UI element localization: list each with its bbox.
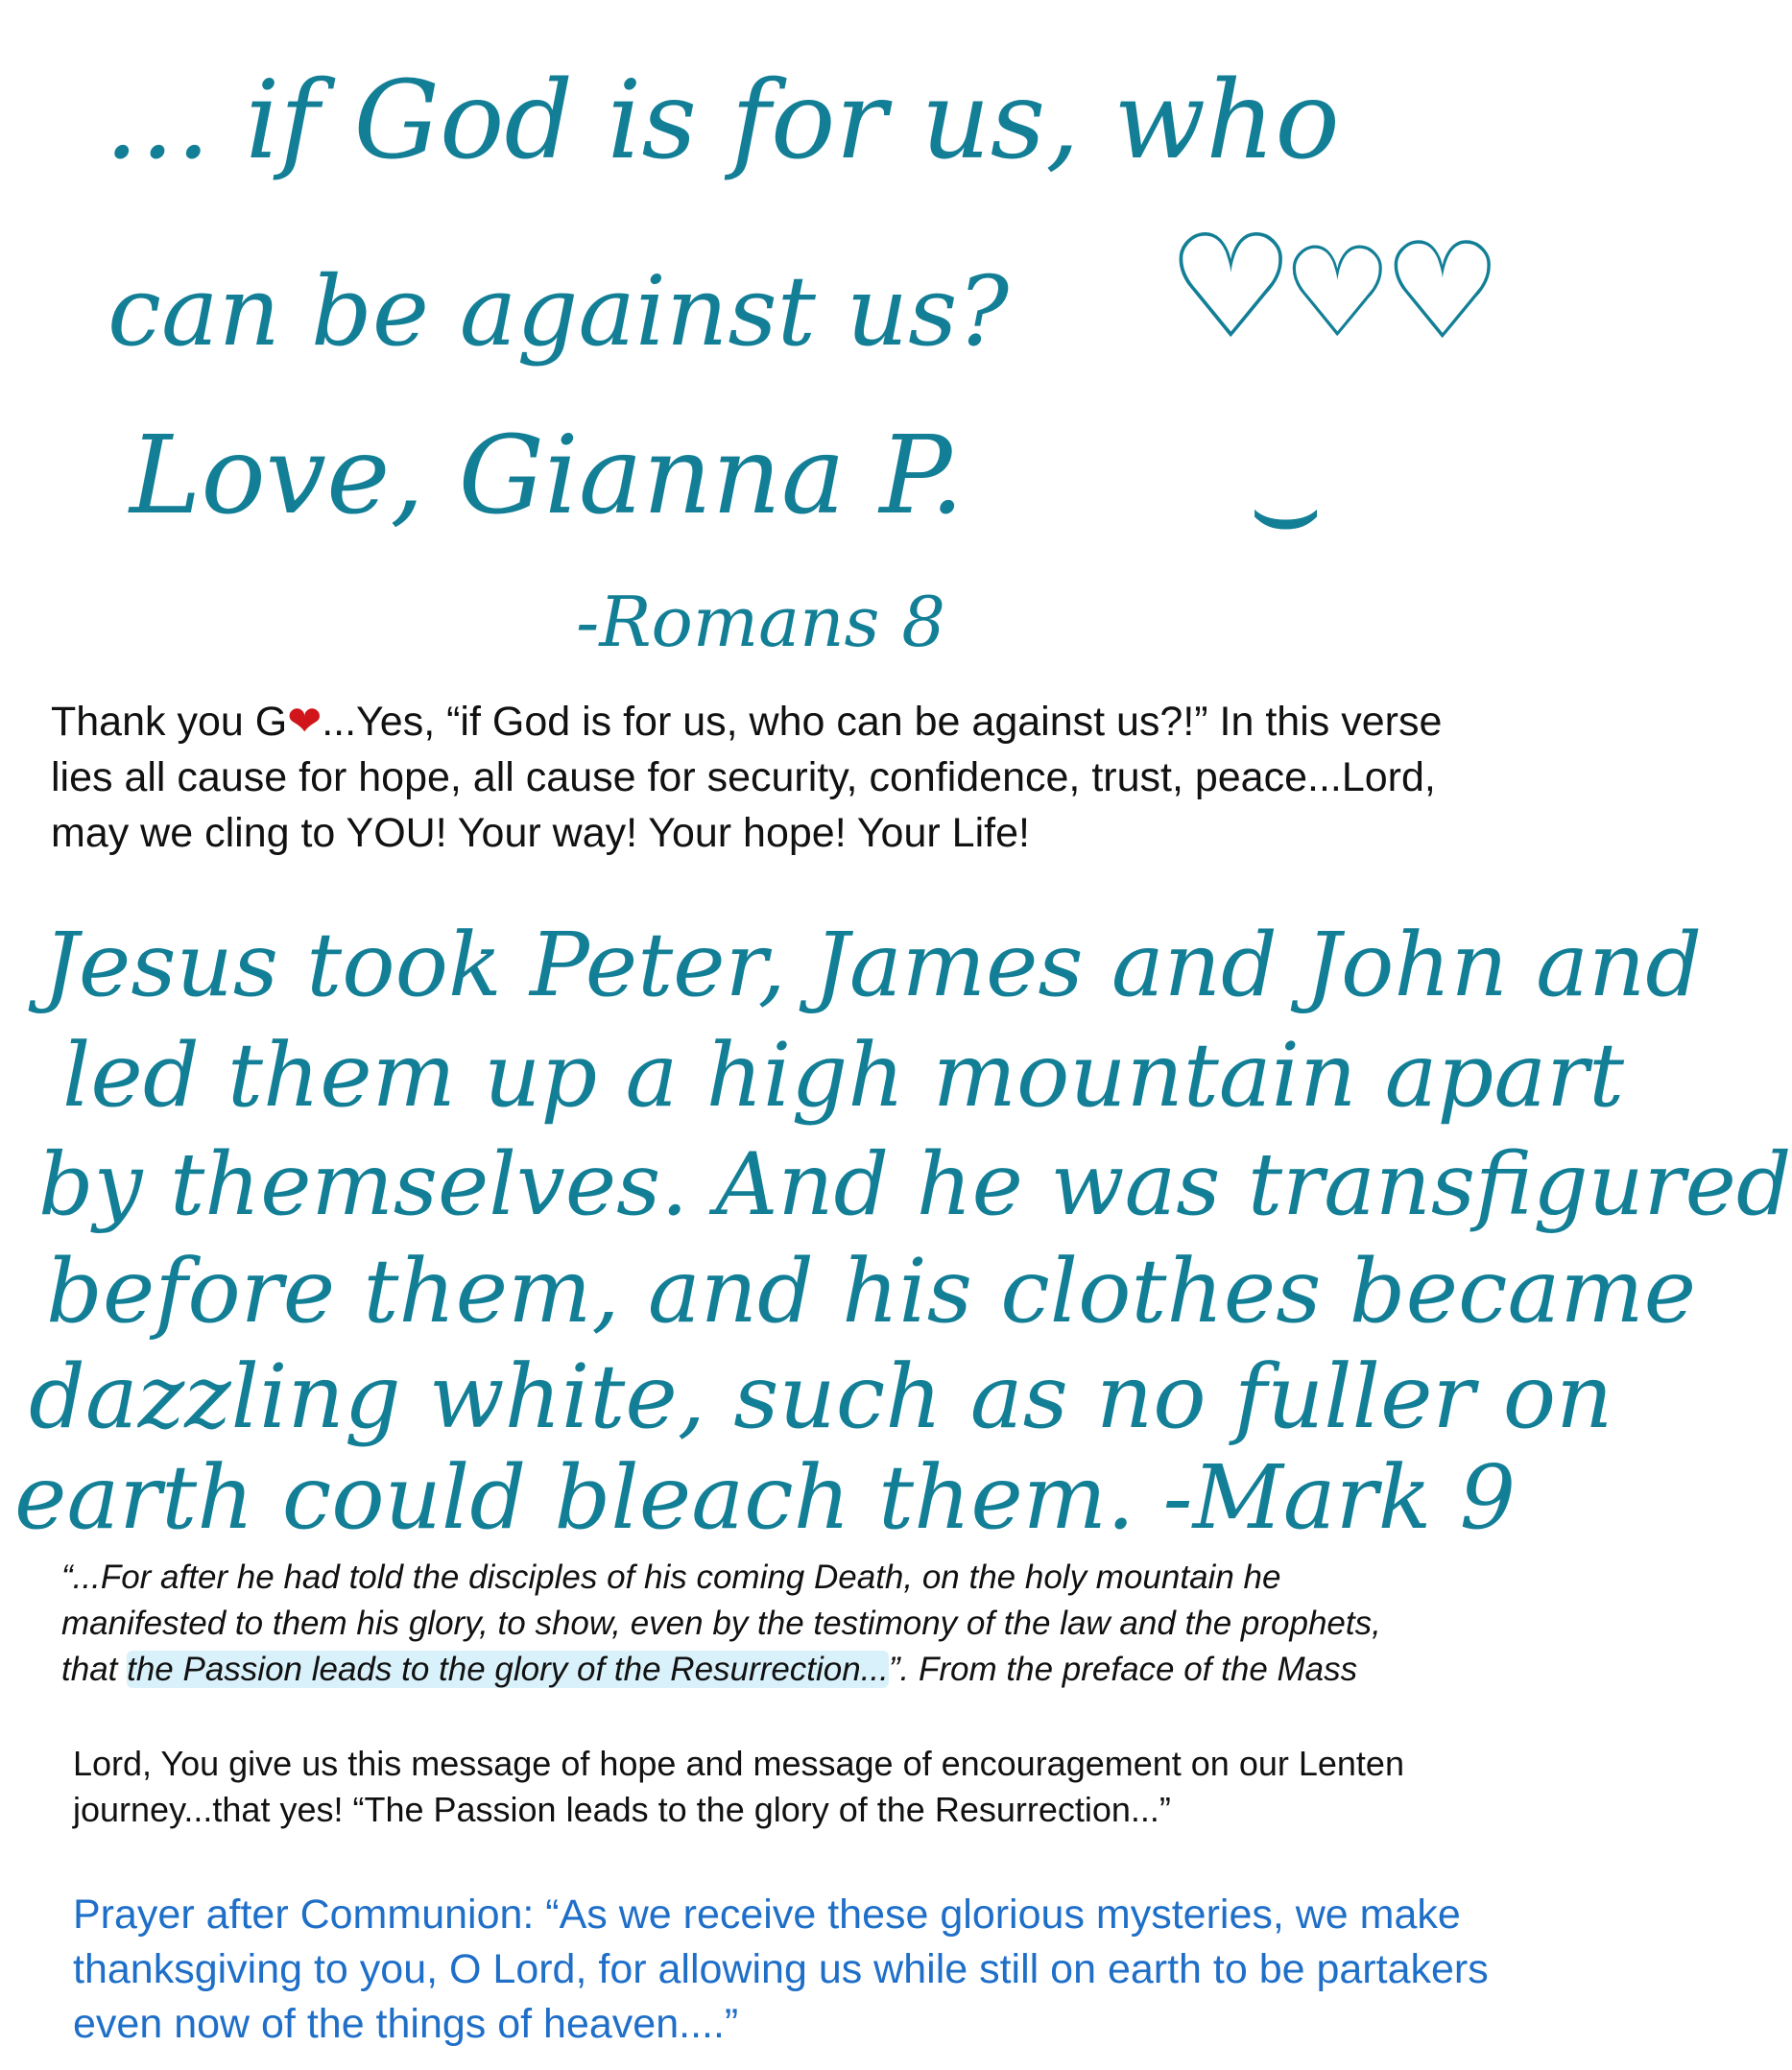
gospel-line-6: earth could bleach them. -Mark 9	[14, 1446, 1517, 1549]
heart-emoji-icon: ❤	[287, 698, 323, 746]
preface-quote-line-3-end: ”. From the preface of the Mass	[888, 1651, 1358, 1688]
prayer-after-communion: Prayer after Communion: “As we receive these glorious mysteries, we make thanksgiving to you, O Lord, for allowing us while still on earth to be partakers even now of the things of heaven....”	[73, 1892, 1489, 2047]
reflection-paragraph-1	[51, 694, 1481, 861]
handwritten-verse-line-2: can be against us?	[108, 255, 1010, 368]
gospel-line-1: Jesus took Peter, James and John and	[43, 914, 1703, 1016]
preface-quote-line-2: manifested to them his glory, to show, even by the testimony of the law and the prophets,	[61, 1605, 1381, 1642]
handwritten-verse-line-1: … if God is for us, who	[104, 59, 1340, 183]
preface-quote-line-3	[61, 1647, 1597, 1693]
smiley-icon: ⌣	[1248, 441, 1324, 575]
heart-icon-1: ♡	[1166, 204, 1296, 371]
preface-quote-line-1: “...For after he had told the disciples of his coming Death, on the holy mountain he	[61, 1558, 1281, 1596]
reflection-text-rest: ...Yes, “if God is for us, who can be against us?!” In this verse lies all cause for hope, all cause for security, confidence, trust, peace...Lord, may we cling to YOU! Your way! Your hope! Your Life!	[51, 699, 1443, 856]
heart-icon-3: ♡	[1382, 214, 1503, 370]
gospel-line-4: before them, and his clothes became	[46, 1240, 1697, 1343]
highlighted-passage: the Passion leads to the glory of the Resurrection...	[127, 1651, 889, 1688]
gospel-line-3: by themselves. And he was transfigured	[38, 1134, 1792, 1235]
heart-icon-2: ♡	[1281, 220, 1394, 366]
handwritten-signature: Love, Gianna P.	[130, 414, 965, 538]
reflection-text-start: Thank you G	[51, 699, 288, 745]
handwritten-reference-romans: -Romans 8	[576, 582, 946, 662]
preface-quote	[61, 1555, 1597, 1693]
gospel-line-2: led them up a high mountain apart	[62, 1024, 1625, 1127]
gospel-line-5: dazzling white, such as no fuller on	[29, 1345, 1613, 1448]
reflection-paragraph-2: Lord, You give us this message of hope and message of encouragement on our Lenten journey...that yes! “The Passion leads to the glory of the Resurrection...”	[73, 1744, 1404, 1829]
preface-quote-line-3-start: that	[61, 1651, 128, 1688]
